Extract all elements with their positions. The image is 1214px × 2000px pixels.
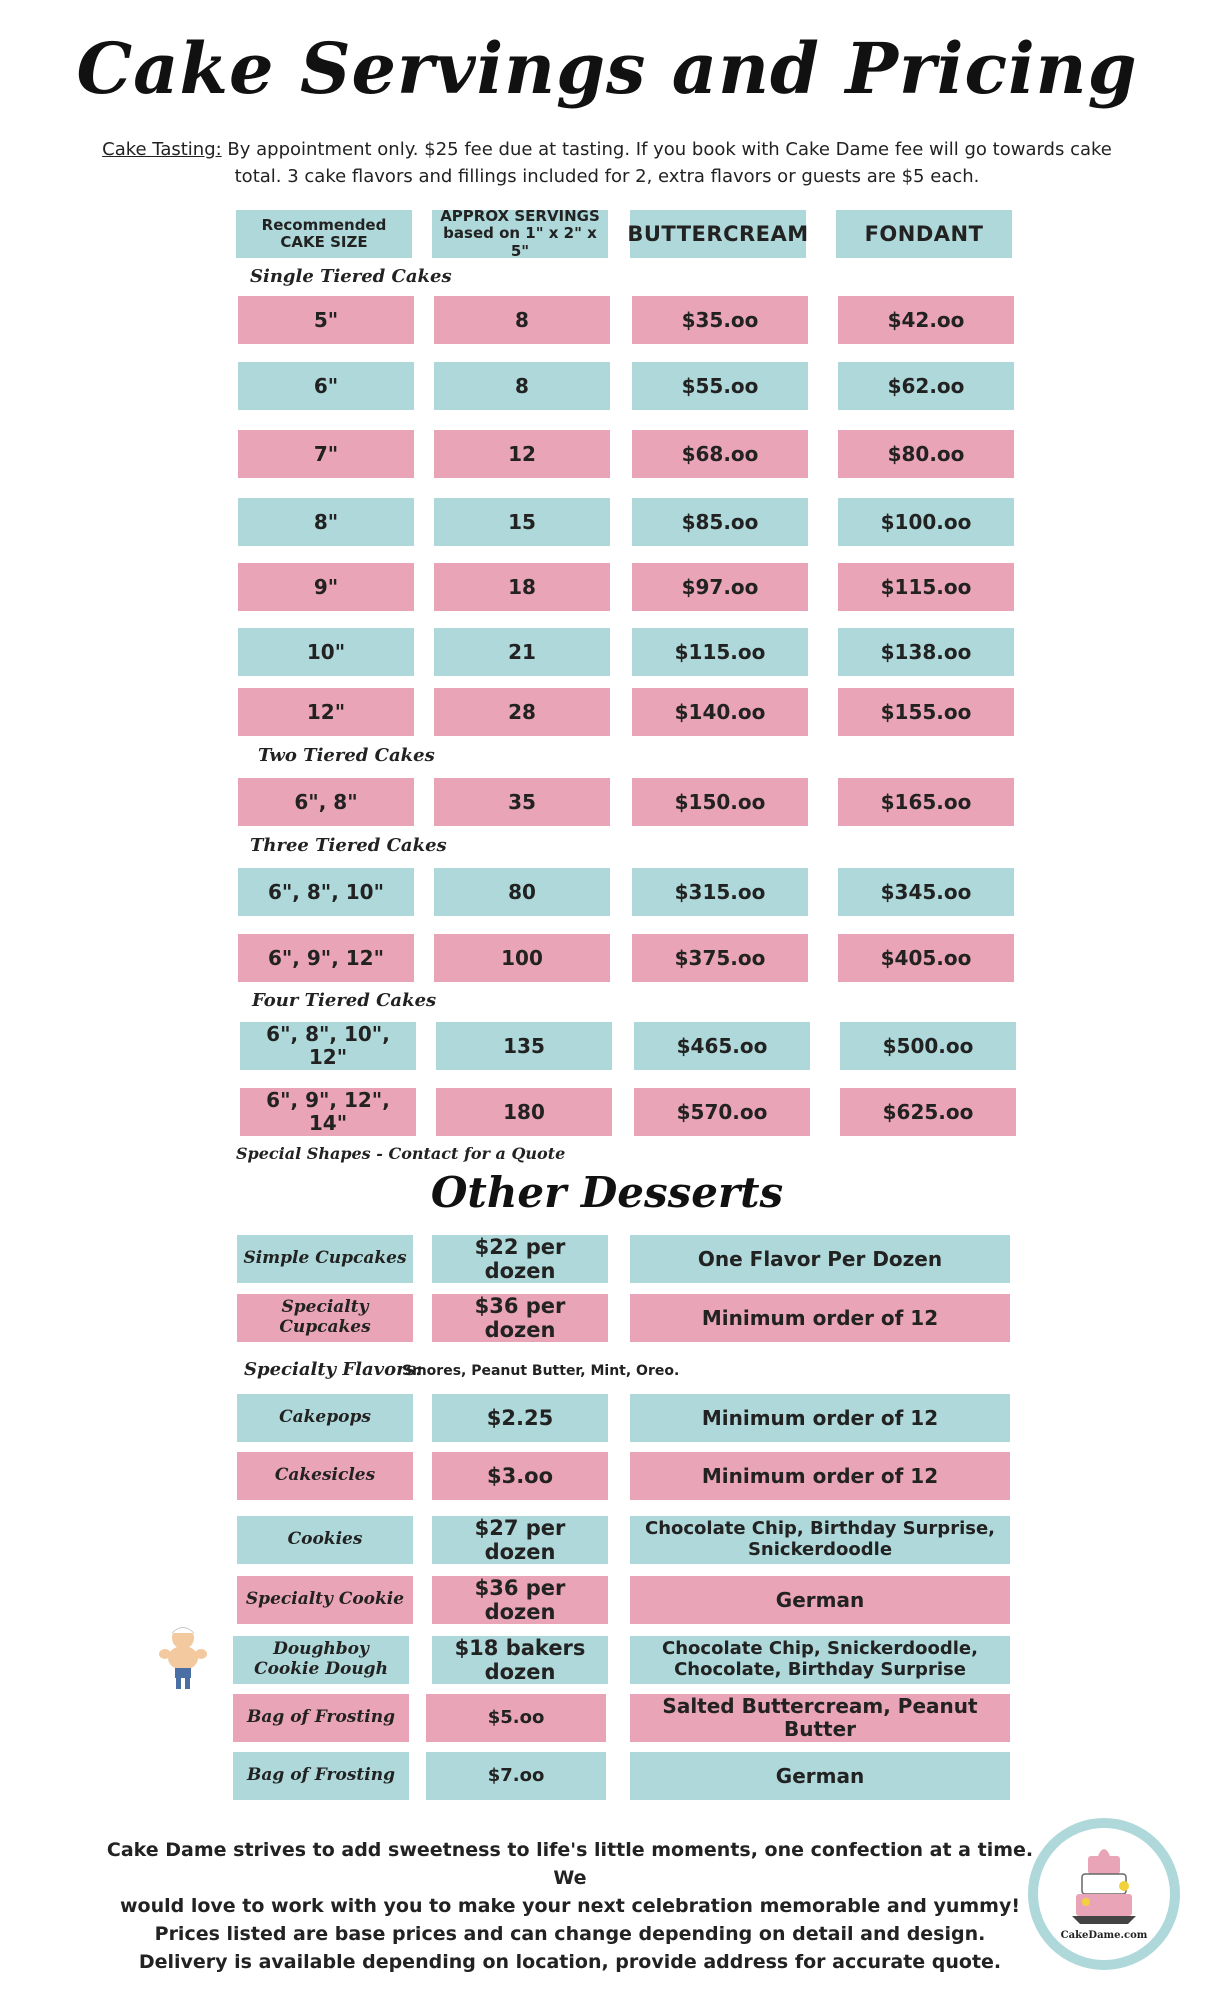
section-single-tiered: Single Tiered Cakes [250,266,452,287]
dessert-row-6-name: Specialty Cookie [237,1576,413,1624]
cake-row-3-buttercream: $68.oo [632,430,808,478]
footer-line-3: Prices listed are base prices and can change depending on detail and design. [154,1923,986,1945]
header-cake-size-line2: CAKE SIZE [280,233,368,251]
cake-row-7-buttercream: $140.oo [632,688,808,736]
cake-row-10-buttercream: $375.oo [632,934,808,982]
section-three-tiered: Three Tiered Cakes [250,835,447,856]
cake-row-5-buttercream: $97.oo [632,563,808,611]
header-cake-size [236,210,412,258]
cake-row-1-buttercream: $35.oo [632,296,808,344]
cake-row-11-buttercream: $465.oo [634,1022,810,1070]
cake-row-7-fondant: $155.oo [838,688,1014,736]
dessert-row-4-name: Cakesicles [237,1452,413,1500]
cake-row-2-size: 6" [238,362,414,410]
footer-line-4: Delivery is available depending on location, provide address for accurate quote. [138,1951,1002,1973]
header-servings-line1: APPROX SERVINGS [440,207,600,226]
dessert-row-9-note: German [630,1752,1010,1800]
cake-row-2-servings: 8 [434,362,610,410]
dessert-row-8-price: $5.oo [426,1694,606,1742]
footer-line-2: would love to work with you to make your next celebration memorable and yummy! [119,1895,1021,1917]
cake-row-4-buttercream: $85.oo [632,498,808,546]
dessert-row-5-note: Chocolate Chip, Birthday Surprise, Snickerdoodle [630,1516,1010,1564]
other-desserts-title: Other Desserts [430,1168,784,1217]
cake-row-9-buttercream: $315.oo [632,868,808,916]
cake-row-6-fondant: $138.oo [838,628,1014,676]
cake-row-11-servings: 135 [436,1022,612,1070]
header-fondant: FONDANT [836,210,1012,258]
cake-row-2-buttercream: $55.oo [632,362,808,410]
cake-row-4-size: 8" [238,498,414,546]
specialty-flavors-label: Specialty Flavors: [244,1359,423,1380]
specialty-flavors-text: Smores, Peanut Butter, Mint, Oreo. [402,1363,680,1379]
dessert-row-3-price: $2.25 [432,1394,608,1442]
dessert-row-5-price: $27 per dozen [432,1516,608,1564]
dessert-row-3-note: Minimum order of 12 [630,1394,1010,1442]
section-special-shapes: Special Shapes - Contact for a Quote [236,1144,566,1163]
cake-row-7-servings: 28 [434,688,610,736]
cake-row-8-fondant: $165.oo [838,778,1014,826]
dessert-row-7-name: Doughboy Cookie Dough [233,1636,409,1684]
dessert-row-6-note: German [630,1576,1010,1624]
section-two-tiered: Two Tiered Cakes [258,745,435,766]
cake-row-12-size: 6", 9", 12", 14" [240,1088,416,1136]
cake-row-10-fondant: $405.oo [838,934,1014,982]
cake-tasting-text: By appointment only. $25 fee due at tasting. If you book with Cake Dame fee will go towards cake total. 3 cake flavors and fillings included for 2, extra flavors or guests are $5 each. [221,139,1112,187]
cake-row-1-servings: 8 [434,296,610,344]
cake-row-5-servings: 18 [434,563,610,611]
cake-row-8-servings: 35 [434,778,610,826]
dessert-row-4-price: $3.oo [432,1452,608,1500]
cake-row-9-size: 6", 8", 10" [238,868,414,916]
cake-row-4-fondant: $100.oo [838,498,1014,546]
cake-row-10-servings: 100 [434,934,610,982]
cake-row-7-size: 12" [238,688,414,736]
cake-row-3-fondant: $80.oo [838,430,1014,478]
footer-line-1: Cake Dame strives to add sweetness to life's little moments, one confection at a time. We [106,1839,1034,1889]
dessert-row-9-name: Bag of Frosting [233,1752,409,1800]
header-cake-size-line1: Recommended [261,215,387,234]
dessert-row-9-price: $7.oo [426,1752,606,1800]
cake-row-3-size: 7" [238,430,414,478]
dessert-row-8-name: Bag of Frosting [233,1694,409,1742]
dessert-row-1-note: One Flavor Per Dozen [630,1235,1010,1283]
cake-row-12-fondant: $625.oo [840,1088,1016,1136]
cake-row-6-servings: 21 [434,628,610,676]
dessert-row-5-name: Cookies [237,1516,413,1564]
cake-row-6-size: 10" [238,628,414,676]
dessert-row-2-note: Minimum order of 12 [630,1294,1010,1342]
footer-message [90,1836,1050,1976]
cake-row-4-servings: 15 [434,498,610,546]
cake-row-5-fondant: $115.oo [838,563,1014,611]
dessert-row-2-name: Specialty Cupcakes [237,1294,413,1342]
cake-row-9-fondant: $345.oo [838,868,1014,916]
dessert-row-3-name: Cakepops [237,1394,413,1442]
dessert-row-4-note: Minimum order of 12 [630,1452,1010,1500]
dessert-row-8-note: Salted Buttercream, Peanut Butter [630,1694,1010,1742]
dessert-row-1-name: Simple Cupcakes [237,1235,413,1283]
logo-text: CakeDame.com [1060,1930,1148,1941]
cake-row-9-servings: 80 [434,868,610,916]
cake-tasting-note [80,136,1134,190]
cake-row-2-fondant: $62.oo [838,362,1014,410]
header-servings [432,207,608,260]
header-servings-line2: based on 1" x 2" x 5" [443,224,597,260]
cake-row-5-size: 9" [238,563,414,611]
cake-tasting-label: Cake Tasting: [102,139,222,160]
section-four-tiered: Four Tiered Cakes [252,990,437,1011]
cake-row-6-buttercream: $115.oo [632,628,808,676]
cake-row-10-size: 6", 9", 12" [238,934,414,982]
page-title: Cake Servings and Pricing [76,27,1138,110]
doughboy-mascot-icon [158,1624,208,1692]
cake-row-8-buttercream: $150.oo [632,778,808,826]
header-buttercream: BUTTERCREAM [630,210,806,258]
cake-row-11-fondant: $500.oo [840,1022,1016,1070]
cake-row-1-size: 5" [238,296,414,344]
cake-row-11-size: 6", 8", 10", 12" [240,1022,416,1070]
dessert-row-7-price: $18 bakers dozen [432,1636,608,1684]
cake-row-12-servings: 180 [436,1088,612,1136]
dessert-row-2-price: $36 per dozen [432,1294,608,1342]
dessert-row-1-price: $22 per dozen [432,1235,608,1283]
cake-row-3-servings: 12 [434,430,610,478]
dessert-row-6-price: $36 per dozen [432,1576,608,1624]
cake-row-8-size: 6", 8" [238,778,414,826]
cake-row-1-fondant: $42.oo [838,296,1014,344]
cake-dame-logo [1028,1818,1180,1970]
dessert-row-7-note: Chocolate Chip, Snickerdoodle, Chocolate, Birthday Surprise [630,1636,1010,1684]
cake-row-12-buttercream: $570.oo [634,1088,810,1136]
